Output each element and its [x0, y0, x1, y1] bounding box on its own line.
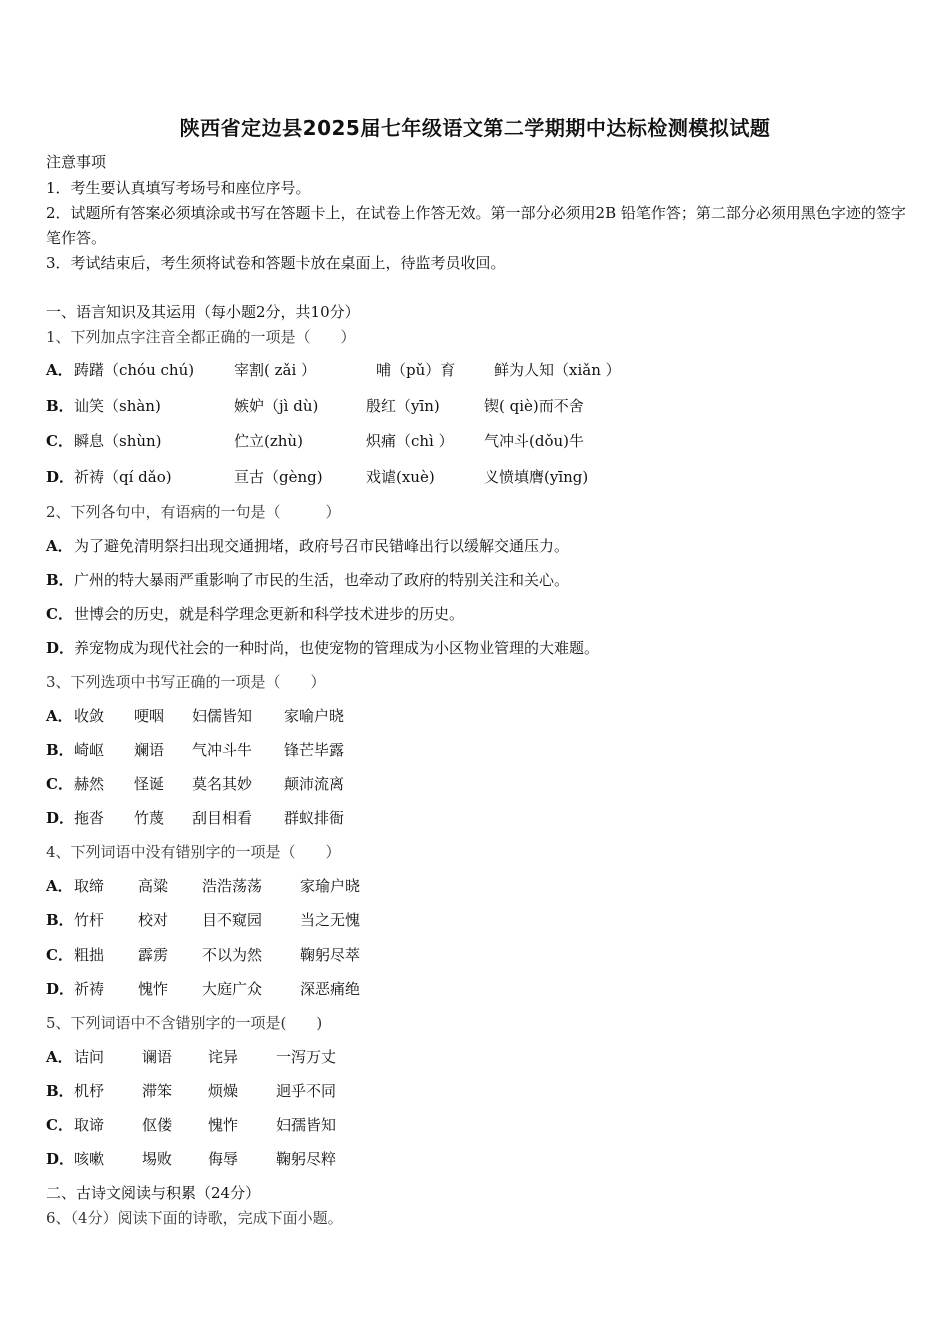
option-item: 诧异	[208, 1048, 239, 1066]
option-item: 崎岖	[74, 741, 105, 759]
option-letter: B．	[46, 741, 74, 759]
option-item: 浩浩荡荡	[202, 877, 263, 895]
option-item: 锲( qiè)而不舍	[484, 397, 584, 415]
option-item: 妇孺皆知	[276, 1116, 337, 1134]
notice-item-2: 2．试题所有答案必须填涂或书写在答题卡上，在试卷上作答无效。第一部分必须用2B 铅笔作答；第二部分必须用黑色字迹的签字笔作答。	[46, 204, 906, 247]
option-item: 一泻万丈	[276, 1048, 337, 1066]
option-letter: D．	[46, 809, 75, 827]
option-letter: A．	[46, 361, 73, 379]
option-item: 鞠躬尽粹	[276, 1150, 337, 1168]
option-item: 踌躇（chóu chú)	[74, 361, 195, 379]
option-item: 哺（pǔ）育	[376, 361, 456, 379]
question-4-stem: 4、下列词语中没有错别字的一项是（ ）	[46, 843, 341, 861]
option-item: 侮辱	[208, 1150, 239, 1168]
option-item: 莫名其妙	[192, 775, 253, 793]
option-letter: B．	[46, 911, 74, 929]
option-text: 养宠物成为现代社会的一种时尚，也使宠物的管理成为小区物业管理的大难题。	[74, 639, 600, 657]
option-item: 伛偻	[142, 1116, 173, 1134]
question-5-stem: 5、下列词语中不含错别字的一项是( )	[46, 1014, 323, 1032]
option-letter: D．	[46, 639, 75, 657]
option-item: 取缔	[74, 877, 105, 895]
option-item: 高粱	[138, 877, 169, 895]
option-item: 怪诞	[134, 775, 165, 793]
option-letter: A．	[46, 537, 73, 555]
option-item: 竹蔑	[134, 809, 165, 827]
option-item: 拖沓	[74, 809, 105, 827]
option-item: 家喻户晓	[284, 707, 345, 725]
option-item: 宰割( zǎi ）	[234, 361, 317, 379]
question-2-option-b	[46, 570, 569, 590]
option-item: 锋芒毕露	[284, 741, 345, 759]
option-item: 气冲斗(dǒu)牛	[484, 432, 584, 450]
option-item: 埸败	[142, 1150, 173, 1168]
option-letter: D．	[46, 980, 75, 998]
option-item: 机杼	[74, 1082, 105, 1100]
option-item: 目不窥园	[202, 911, 263, 929]
option-letter: C．	[46, 432, 73, 450]
notice-item-1: 1．考生要认真填写考场号和座位序号。	[46, 179, 311, 197]
option-letter: B．	[46, 1082, 74, 1100]
option-letter: B．	[46, 571, 74, 589]
option-item: 妇儒皆知	[192, 707, 253, 725]
option-item: 霹雳	[138, 946, 169, 964]
option-item: 嫉妒（jì dù)	[234, 397, 319, 415]
option-item: 愧怍	[138, 980, 169, 998]
option-item: 当之无愧	[300, 911, 361, 929]
question-1-stem: 1、下列加点字注音全都正确的一项是（ ）	[46, 328, 356, 346]
option-item: 校对	[138, 911, 169, 929]
option-item: 伫立(zhù)	[234, 432, 303, 450]
question-2-option-d	[46, 638, 599, 658]
option-letter: A．	[46, 877, 73, 895]
option-item: 烦燥	[208, 1082, 239, 1100]
option-letter: C．	[46, 1116, 73, 1134]
option-letter: C．	[46, 775, 73, 793]
option-item: 赫然	[74, 775, 105, 793]
option-item: 谰语	[142, 1048, 173, 1066]
option-item: 瞬息（shùn)	[74, 432, 162, 450]
option-item: 祈祷	[74, 980, 105, 998]
section-2-heading: 二、古诗文阅读与积累（24分）	[46, 1184, 261, 1202]
option-letter: B．	[46, 397, 74, 415]
option-text: 广州的特大暴雨严重影响了市民的生活，也牵动了政府的特别关注和关心。	[74, 571, 570, 589]
option-item: 刮目相看	[192, 809, 253, 827]
option-item: 鲜为人知（xiǎn ）	[494, 361, 621, 379]
notice-item-3: 3．考试结束后，考生须将试卷和答题卡放在桌面上，待监考员收回。	[46, 254, 506, 272]
option-item: 咳嗽	[74, 1150, 105, 1168]
option-letter: A．	[46, 707, 73, 725]
question-3-stem: 3、下列选项中书写正确的一项是（ ）	[46, 673, 326, 691]
option-letter: C．	[46, 605, 73, 623]
option-item: 滞笨	[142, 1082, 173, 1100]
option-item: 迥乎不同	[276, 1082, 337, 1100]
option-item: 祈祷（qí dǎo)	[74, 468, 172, 486]
option-item: 颠沛流离	[284, 775, 345, 793]
option-item: 竹杆	[74, 911, 105, 929]
option-letter: D．	[46, 468, 75, 486]
option-item: 诘问	[74, 1048, 105, 1066]
option-text: 为了避免清明祭扫出现交通拥堵，政府号召市民错峰出行以缓解交通压力。	[74, 537, 570, 555]
page-title: 陕西省定边县2025届七年级语文第二学期期中达标检测模拟试题	[179, 116, 771, 140]
question-2-option-a	[46, 536, 569, 556]
question-6-stem: 6、（4分）阅读下面的诗歌，完成下面小题。	[46, 1209, 343, 1227]
notice-heading: 注意事项	[46, 153, 107, 171]
option-item: 义愤填膺(yīng)	[484, 468, 589, 486]
option-item: 斓语	[134, 741, 165, 759]
option-letter: A．	[46, 1048, 73, 1066]
option-letter: D．	[46, 1150, 75, 1168]
option-item: 戏谑(xuè)	[366, 468, 435, 486]
option-item: 收敛	[74, 707, 105, 725]
option-item: 亘古（gèng)	[234, 468, 323, 486]
option-item: 鞠躬尽萃	[300, 946, 361, 964]
question-2-stem: 2、下列各句中，有语病的一句是（ ）	[46, 503, 341, 521]
option-item: 不以为然	[202, 946, 263, 964]
option-letter: C．	[46, 946, 73, 964]
option-item: 殷红（yīn)	[366, 397, 440, 415]
option-item: 炽痛（chì ）	[366, 432, 454, 450]
option-item: 群蚁排衙	[284, 809, 345, 827]
option-item: 大庭广众	[202, 980, 263, 998]
question-2-option-c	[46, 604, 464, 624]
option-text: 世博会的历史，就是科学理念更新和科学技术进步的历史。	[74, 605, 465, 623]
option-item: 取谛	[74, 1116, 105, 1134]
option-item: 粗拙	[74, 946, 105, 964]
option-item: 愧怍	[208, 1116, 239, 1134]
option-item: 讪笑（shàn)	[74, 397, 161, 415]
section-1-heading: 一、语言知识及其运用（每小题2分，共10分）	[46, 303, 360, 321]
option-item: 气冲斗牛	[192, 741, 253, 759]
option-item: 深恶痛绝	[300, 980, 361, 998]
option-item: 家瑜户晓	[300, 877, 361, 895]
option-item: 哽咽	[134, 707, 165, 725]
